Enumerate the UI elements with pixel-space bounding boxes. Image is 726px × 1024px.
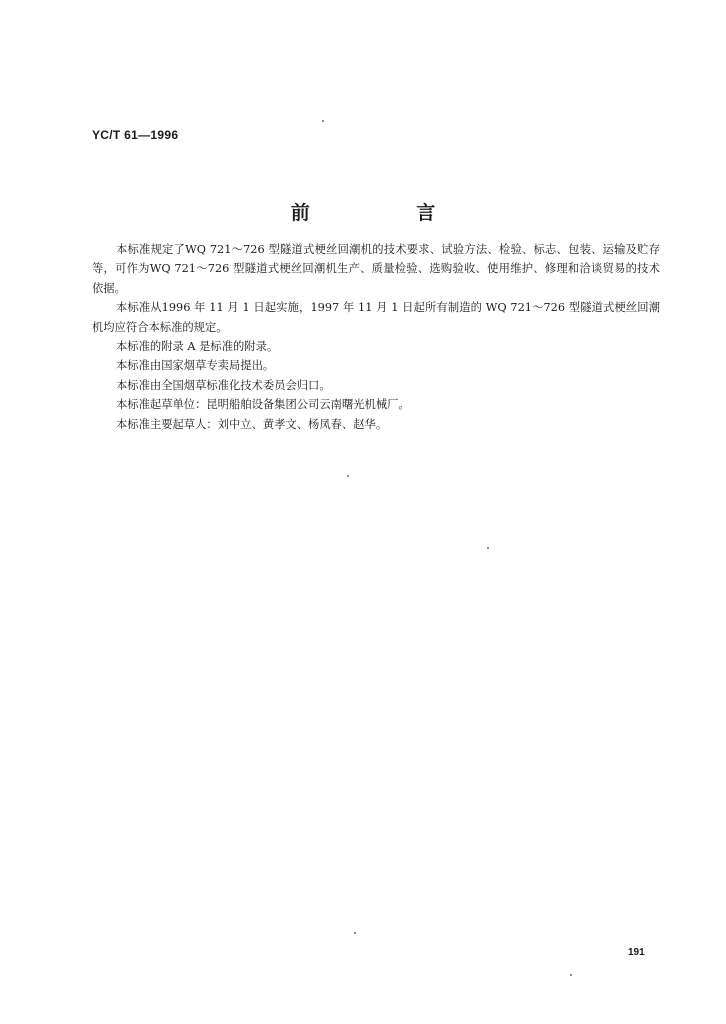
page-title: 前 言: [290, 202, 486, 224]
scan-speck: [347, 475, 349, 477]
standard-code: YC/T 61—1996: [92, 128, 179, 142]
scan-speck: [354, 932, 356, 934]
page-number: 191: [628, 947, 645, 958]
document-body: [92, 240, 660, 434]
paragraph-drafters: 本标准主要起草人：刘中立、黄孝文、杨凤春、赵华。: [116, 417, 388, 431]
scan-speck: [487, 547, 489, 549]
paragraph-scope: 本标准规定了WQ 721～726 型隧道式梗丝回潮机的技术要求、试验方法、检验、标志、包装、运输及贮存等，可作为WQ 721～726 型隧道式梗丝回潮机生产、质量检验、选购验收、使用维护、修理和洽谈贸易的技术依据。: [92, 243, 660, 295]
scan-speck: [570, 974, 572, 976]
paragraph-appendix: 本标准的附录 A 是标准的附录。: [116, 340, 279, 354]
paragraph-implementation-date: 本标准从1996 年 11 月 1 日起实施，1997 年 11 月 1 日起所有制造的 WQ 721～726 型隧道式梗丝回潮机均应符合本标准的规定。: [92, 301, 660, 334]
paragraph-responsible-committee: 本标准由全国烟草标准化技术委员会归口。: [116, 378, 331, 392]
scan-speck: [322, 120, 324, 122]
paragraph-drafting-unit: 本标准起草单位：昆明船舶设备集团公司云南曙光机械厂。: [116, 398, 410, 412]
paragraph-proposer: 本标准由国家烟草专卖局提出。: [116, 359, 275, 373]
